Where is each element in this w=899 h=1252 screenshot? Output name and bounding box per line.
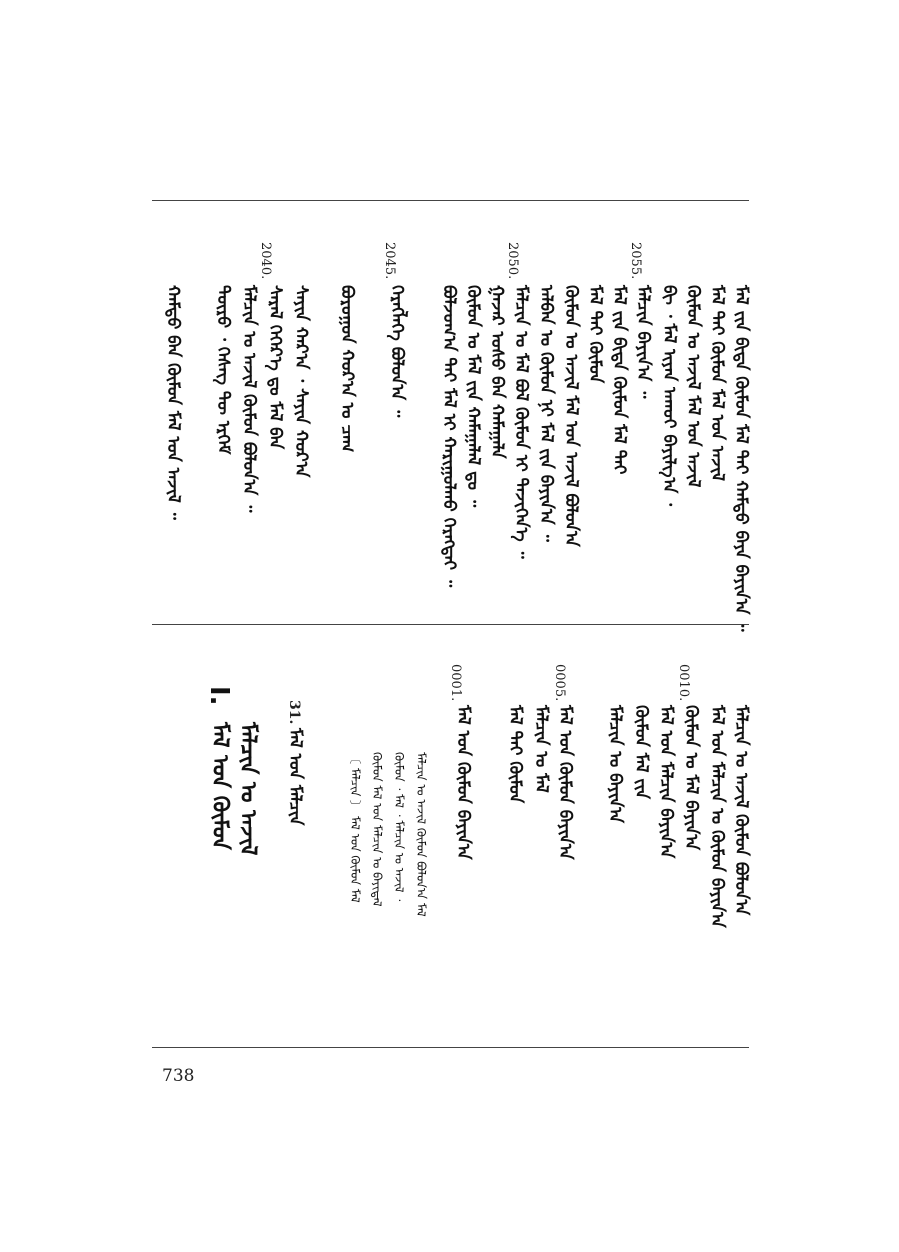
line-number: 2045. [382, 242, 397, 280]
verse-line: ᠪᠣᠷᠣᠭᠣᠨ ᠬᠤᠷ᠎ᠠ ᠤ ᠴᠠᠭ [337, 285, 357, 453]
line-number: 2040. [258, 242, 273, 280]
line-number: 0001. [448, 664, 463, 702]
line-number: 2050. [505, 242, 520, 280]
verse-line: ᠮᠠᠯ ᠵᠢᠨ ᠪᠢᠳᠡ ᠬᠦᠮᠦᠨ ᠮᠠᠯ ᠲᠠᠢ ᠬᠠᠮᠲᠤ ᠪᠡᠶᠡ ᠪᠠᠶᠢᠨ᠎ᠠ ᠃ [731, 285, 751, 632]
chapter-number: I. [204, 686, 234, 706]
verse-line: ᠬᠡᠷᠡᠭᠯᠡᠭᠡ ᠪᠣᠯᠤᠨ᠎ᠠ ᠃ [387, 285, 407, 418]
section-heading: ᠮᠠᠯ ᠤᠨ ᠮᠠᠯᠴᠢᠨ [285, 728, 305, 826]
verse-line: ᠬᠠᠮᠲᠤ ᠪᠡᠨ ᠬᠦᠮᠦᠨ ᠮᠠᠯ ᠤᠨ ᠠᠵᠢᠯ ᠃ [163, 285, 183, 520]
verse-line: ᠮᠠᠯᠴᠢᠨ ᠪᠠᠶᠢᠨ᠎ᠠ ᠃ [633, 285, 653, 399]
line-number: 0010. [676, 664, 691, 702]
verse-line: ᠮᠠᠯᠴᠢᠨ ᠤ ᠠᠵᠢᠯ ᠬᠦᠮᠦᠨ ᠪᠣᠯᠤᠨ᠎ᠠ ᠃ [239, 285, 259, 513]
verse-line: ᠰᠠᠶᠢᠨ ᠬᠠᠷ᠎ᠠ ᠂ ᠰᠠᠶᠢᠨ ᠬᠤᠷ᠎ᠠ [291, 285, 311, 478]
verse-line: ᠰᠠᠷᠠᠯ ᠬᠡᠭᠡᠷ᠎ᠡ ᠳᠤ ᠮᠠᠯ ᠪᠡᠨ [265, 285, 285, 450]
verse-line: ᠮᠠᠯᠴᠢᠨ ᠤ ᠪᠠᠶᠢᠨ᠎ᠠ [605, 705, 625, 824]
verse-line: ᠮᠠᠯ ᠲᠠᠢ ᠬᠦᠮᠦᠨ ᠮᠠᠯ ᠤᠨ ᠠᠵᠢᠯ [707, 285, 727, 482]
verse-line: ᠪᠣᠯᠵᠣᠭ᠎ᠠ ᠲᠠᠢ ᠮᠠᠯ ᠢ ᠬᠠᠷᠢᠭᠤᠯᠬᠤ ᠬᠡᠷᠡᠭᠲᠡᠢ ᠃ [439, 285, 459, 588]
verse-line: ᠪᠢ ᠂ ᠮᠠᠯ ᠢᠶᠠᠨ ᠠᠬᠤᠢ ᠪᠠᠶᠢᠯᠭ᠎ᠠ ᠂ [659, 285, 679, 507]
line-number: 2055. [628, 242, 643, 280]
verse-line: ᠠᠯᠪᠠᠨ ᠤ ᠬᠦᠮᠦᠨ ᠨᠢ ᠮᠠᠯ ᠵᠢᠨ ᠪᠠᠶᠢᠨ᠎ᠠ ᠃ [536, 285, 556, 542]
verse-line: ᠲᠦᠷᠦ ᠂ ᠬᠡᠰᠡᠭ ᠲᠦ ᠡᠷᠬᠡᠮ [213, 285, 233, 455]
verse-line: ᠮᠠᠯ ᠤᠨ ᠬᠦᠮᠦᠨ ᠪᠠᠶᠢᠨ᠎ᠠ [453, 705, 473, 860]
verse-line: ᠮᠠᠯ ᠤᠨ ᠮᠠᠯᠴᠢᠨ ᠤ ᠬᠦᠮᠦᠨ ᠪᠠᠶᠢᠨ᠎ᠠ [707, 705, 727, 928]
line-number: 0005. [552, 664, 567, 702]
verse-line: ᠮᠠᠯ ᠲᠠᠢ ᠬᠦᠮᠦᠨ [585, 285, 605, 384]
verse-line: ᠮᠠᠯ ᠲᠠᠢ ᠬᠦᠮᠦᠨ [505, 705, 525, 804]
verse-line: ᠮᠠᠯ ᠵᠢᠨ ᠪᠢᠳᠡ ᠬᠦᠮᠦᠨ ᠮᠠᠯ ᠲᠠᠢ [609, 285, 629, 475]
verse-line: ᠬᠦᠮᠦᠨ ᠤ ᠮᠠᠯ ᠵᠢᠨ ᠬᠠᠮᠠᠭᠠᠯᠠᠯ ᠳᠤ ᠃ [463, 285, 483, 508]
verse-line: ᠮᠠᠯ ᠤᠨ ᠬᠦᠮᠦᠨ ᠪᠠᠶᠢᠨ᠎ᠠ [555, 705, 575, 860]
top-rule [152, 200, 749, 201]
chapter-title-line: ᠮᠠᠯᠴᠢᠨ ᠤ ᠠᠵᠢᠯ [235, 722, 260, 856]
verse-line: ᠬᠦᠮᠦᠨ ᠮᠠᠯ ᠵᠢᠨ [631, 705, 651, 799]
verse-line: ᠮᠠᠯᠴᠢᠨ ᠤ ᠮᠠᠯ ᠪᠣᠯ ᠬᠦᠮᠦᠨ ᠢ ᠲᠡᠵᠢᠭᠡᠨ᠎ᠡ ᠃ [511, 285, 531, 559]
note-line: ᠮᠠᠯᠴᠢᠨ ᠤ ᠠᠵᠢᠯ ᠬᠦᠮᠦᠨ ᠪᠣᠯᠤᠨ᠎ᠠ ᠮᠠᠯ [414, 752, 428, 917]
verse-line: ᠭᠠᠵᠠᠷ ᠤᠰᠤ ᠪᠡᠨ ᠬᠠᠮᠠᠭᠠᠯᠠ [487, 285, 507, 459]
verse-line: ᠮᠠᠯ ᠤᠨ ᠮᠠᠯᠴᠢᠨ ᠪᠠᠶᠢᠨ᠎ᠠ [656, 705, 676, 859]
section-number: 31. [286, 700, 302, 725]
verse-line: ᠬᠦᠮᠦᠨ ᠤ ᠠᠵᠢᠯ ᠮᠠᠯ ᠤᠨ ᠠᠵᠢᠯ [683, 285, 703, 488]
chapter-title-line: ᠮᠠᠯ ᠤᠨ ᠬᠦᠮᠦᠨ [207, 722, 232, 850]
verse-line: ᠮᠠᠯᠴᠢᠨ ᠤ ᠠᠵᠢᠯ ᠬᠦᠮᠦᠨ ᠪᠣᠯᠤᠨ᠎ᠠ [731, 705, 751, 916]
note-line: ᠬᠦᠮᠦᠨ ᠮᠠᠯ ᠤᠨ ᠮᠠᠯᠴᠢᠨ ᠤ ᠪᠠᠶᠢᠳᠠᠯ [370, 752, 384, 907]
note-line: 〔 ᠮᠠᠯᠴᠢᠨ 〕 ᠮᠠᠯ ᠤᠨ ᠬᠦᠮᠦᠨ ᠮᠠᠯ [348, 752, 362, 903]
bottom-rule [152, 1047, 749, 1048]
verse-line: ᠬᠦᠮᠦᠨ ᠤ ᠮᠠᠯ ᠪᠠᠶᠢᠨ᠎ᠠ [681, 705, 701, 851]
page-number: 738 [162, 1066, 195, 1086]
middle-rule [152, 624, 749, 625]
note-line: ᠬᠦᠮᠦᠨ ᠂ ᠮᠠᠯ ᠂ ᠮᠠᠯᠴᠢᠨ ᠤ ᠠᠵᠢᠯ ᠂ [392, 752, 406, 902]
verse-line: ᠮᠠᠯᠴᠢᠨ ᠤ ᠮᠠᠯ [531, 705, 551, 793]
verse-line: ᠬᠦᠮᠦᠨ ᠤ ᠠᠵᠢᠯ ᠮᠠᠯ ᠤᠨ ᠠᠵᠢᠯ ᠪᠣᠯᠤᠨ᠎ᠠ [561, 285, 581, 547]
